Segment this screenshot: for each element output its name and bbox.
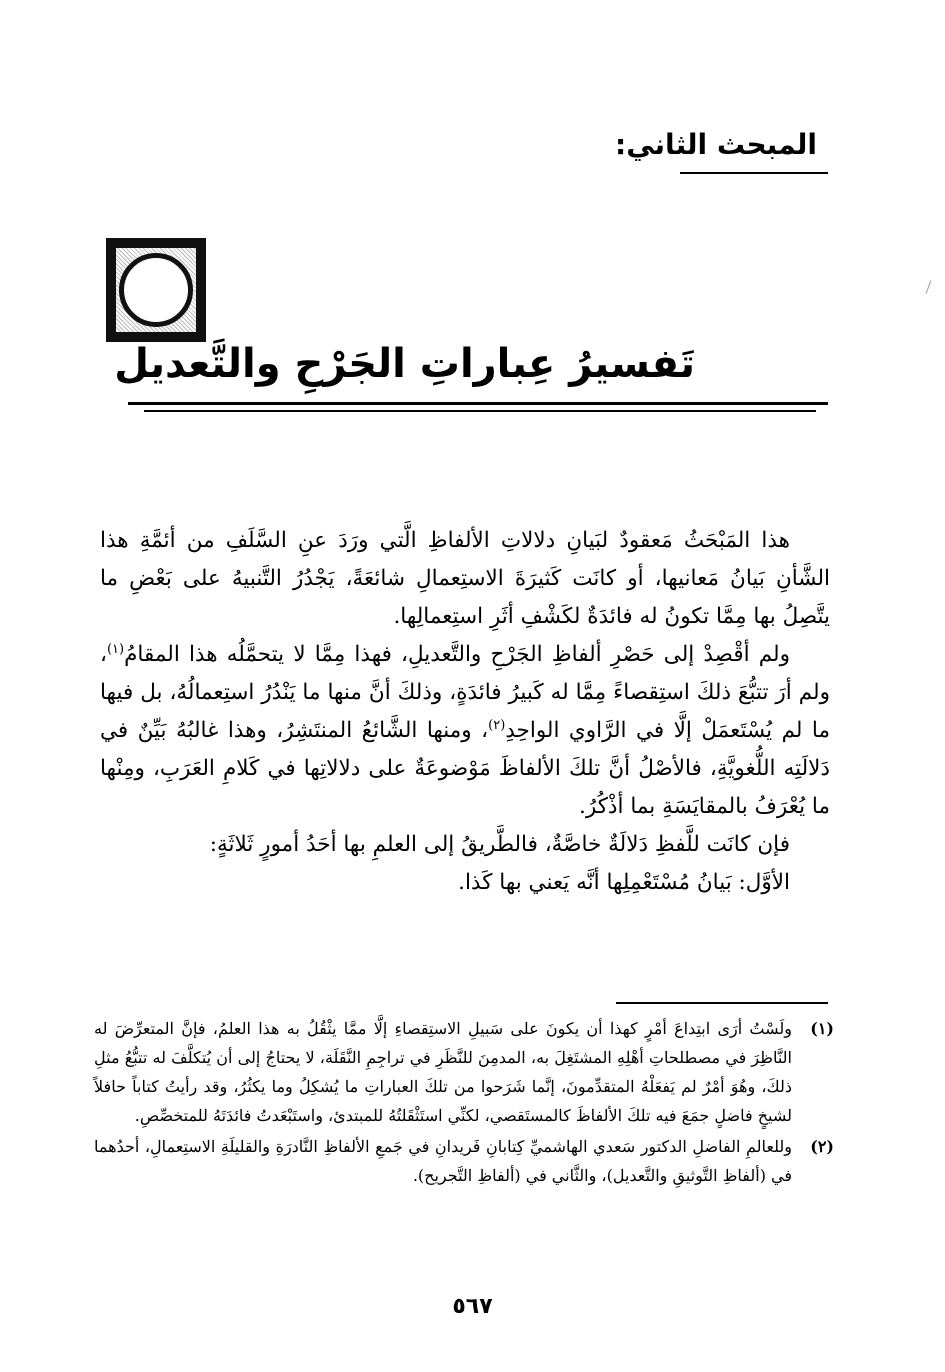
paragraph-2-part-3: ، ومنها الشَّائعُ المنتَشِرُ، وهذا غالبُهُ بَيِّنٌ في دَلالَتِه اللُّغويَّةِ، فالأصْلُ أنَّ تلكَ الألفاظَ مَوْضوعَةٌ على دلالاتِها في كَلامِ العَرَبِ، ومِنْها ما يُعْرَفُ بالمقايَسَةِ بما أذْكُرُ. [100, 718, 830, 819]
page-number: ٥٦٧ [452, 1294, 493, 1319]
paragraph-3: فإن كانَت للَّفظِ دَلالَةٌ خاصَّةٌ، فالطَّريقُ إلى العلمِ بها أحَدُ أمورٍ ثَلاثَةٍ: [209, 832, 790, 857]
paragraph-4: الأوَّل: بَيانُ مُسْتَعْمِلِها أنَّه يَعني بها كَذا. [458, 870, 790, 895]
footnote-2 [94, 1132, 834, 1190]
footnote-1 [94, 1014, 834, 1130]
footnote-separator [616, 1002, 828, 1004]
section-underline [680, 172, 828, 174]
footnote-number: (١) [810, 1019, 834, 1038]
paragraph-1: هذا المَبْحَثُ مَعقودٌ لبَيانِ دلالاتِ الألفاظِ الَّتي ورَدَ عنِ السَّلَفِ من أئمَّةِ هذا الشَّأنِ بَيانُ مَعانيها، أو كانَت كَثيرَةَ الاستِعمالِ شائعَةً، يَجْدُرُ التَّنبيهُ على بَعْضِ ما يتَّصِلُ بها مِمَّا تكونُ له فائدَةٌ لكَشْفِ أثَرِ استِعمالِها. [100, 528, 830, 629]
footnote-number: (٢) [810, 1137, 834, 1156]
footnotes [94, 1014, 834, 1192]
section-label: المبحث الثاني: [615, 128, 817, 161]
paragraph-2-part-2: ، ولم أرَ تتبُّعَ ذلكَ استِقصاءً مِمَّا له كَبيرُ فائدَةٍ، وذلكَ أنَّ منها ما يَنْدُرُ استِعمالُهُ، بل فيها ما لم يُسْتَعمَلْ إلَّا في الرَّاوي الواحِدِ [100, 642, 830, 743]
ornament-ring [119, 253, 193, 327]
title-rule-top [128, 402, 828, 405]
footnote-text: ولَسْتُ أرَى ابتِداعَ أمْرٍ كهذا أن يكونَ على سَبيلِ الاستِقصاءِ إلَّا ممَّا يثْقُلُ به هذا العلمُ، فإنَّ المتعرِّضَ له النَّاظِرَ في مصطلحاتِ أهْلِهِ المشتَغِلَ به، المدمِنَ للنَّظَرِ في تراجِمِ النَّقَلَة، لا يحتاجُ إلى أن يُتكلَّفَ له تتبُّعُ مثلِ ذلكَ، وهُوَ أمْرٌ لم يَفعَلْهُ المتقدِّمونَ، إنَّما شَرَحوا من تلكَ العباراتِ ما يُشكِلُ وما يكثُرُ، وقد رأيتُ كتاباً حافلاً لشيخٍ فاضلٍ جمَعَ فيه تلكَ الألفاظَ كالمستَقصي، لكنِّي استَثْقَلتُهُ للمبتدئ، واستَبْعَدتُ فائدَتَهُ للمتخصِّصِ. [94, 1019, 792, 1125]
footnote-text: وللعالمِ الفاضلِ الدكتور سَعدي الهاشميِّ كِتابانِ فَريدانِ في جَمعِ الألفاظِ النَّادرَةِ والقليلَةِ الاستِعمالِ، أحدُهما في (ألفاظِ التَّوثيقِ والتَّعديل)، والثَّاني في (ألفاظِ التَّجريح). [94, 1137, 793, 1185]
paragraph-2-part-1: ولم أقْصِدْ إلى حَصْرِ ألفاظِ الجَرْحِ والتَّعديلِ، فهذا مِمَّا لا يتحمَّلُه هذا المقامُ [124, 642, 790, 667]
footnote-ref-1: (١) [106, 641, 125, 657]
margin-mark [926, 280, 932, 293]
chapter-ornament-icon [106, 238, 206, 342]
footnote-ref-2: (٢) [488, 717, 506, 733]
body-text [100, 522, 830, 902]
chapter-title: تَفسيرُ عِباراتِ الجَرْحِ والتَّعديل [114, 341, 695, 387]
title-rule-bottom [144, 410, 816, 412]
paragraph-2 [100, 636, 830, 826]
